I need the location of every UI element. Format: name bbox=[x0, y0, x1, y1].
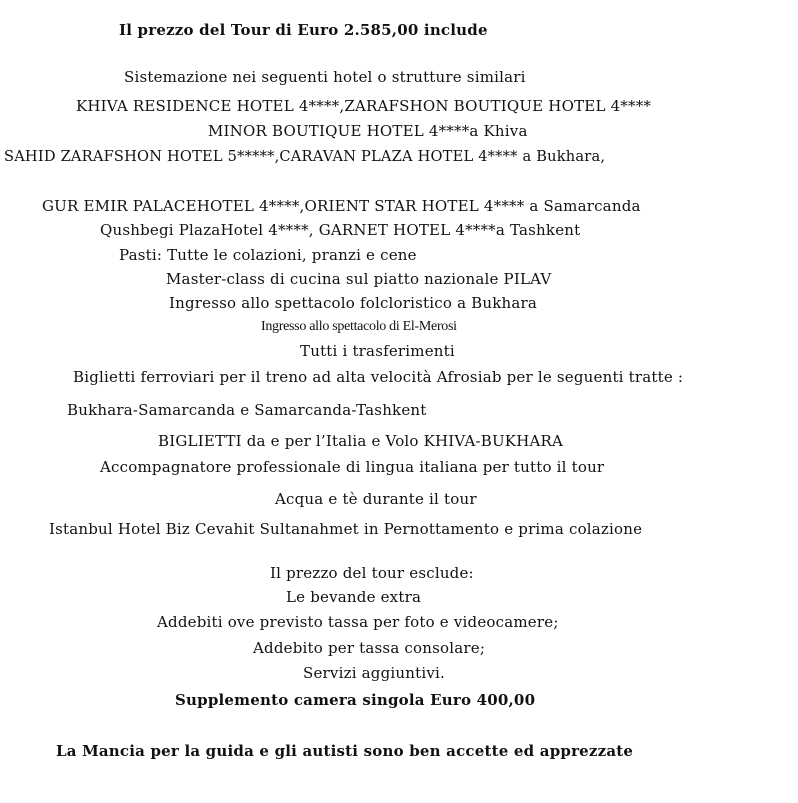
exclude-extra-services: Servizi aggiuntivi. bbox=[303, 664, 445, 682]
excludes-heading: Il prezzo del tour esclude: bbox=[270, 564, 474, 582]
hotel-line-4: GUR EMIR PALACEHOTEL 4****,ORIENT STAR HOTEL 4**** a Samarcanda bbox=[42, 197, 641, 215]
guide-line: Accompagnatore professionale di lingua italiana per tutto il tour bbox=[100, 458, 605, 476]
tips-note: La Mancia per la guida e gli autisti sono ben accette ed apprezzate bbox=[56, 742, 634, 760]
istanbul-hotel-line: Istanbul Hotel Biz Cevahit Sultanahmet in Pernottamento e prima colazione bbox=[49, 520, 643, 538]
exclude-photo-fees: Addebiti ove previsto tassa per foto e videocamere; bbox=[157, 613, 559, 631]
hotel-line-3: SAHID ZARAFSHON HOTEL 5*****,CARAVAN PLAZA HOTEL 4**** a Bukhara, bbox=[4, 148, 606, 165]
hotel-line-2: MINOR BOUTIQUE HOTEL 4****a Khiva bbox=[208, 122, 528, 140]
meals-line: Pasti: Tutte le colazioni, pranzi e cene bbox=[119, 246, 417, 264]
flights-line: BIGLIETTI da e per l’Italia e Volo KHIVA-BUKHARA bbox=[158, 432, 564, 450]
hotel-line-5: Qushbegi PlazaHotel 4****, GARNET HOTEL 4****a Tashkent bbox=[100, 221, 581, 239]
folk-show-line: Ingresso allo spettacolo folcloristico a Bukhara bbox=[169, 294, 538, 312]
transfers-line: Tutti i trasferimenti bbox=[300, 342, 455, 360]
train-routes-line: Bukhara-Samarcanda e Samarcanda-Tashkent bbox=[67, 401, 427, 419]
single-room-supplement: Supplemento camera singola Euro 400,00 bbox=[175, 691, 536, 709]
merosi-show-line: Ingresso allo spettacolo di El-Merosi bbox=[261, 319, 457, 334]
train-tickets-line: Biglietti ferroviari per il treno ad alta velocità Afrosiab per le seguenti tratte : bbox=[73, 368, 684, 386]
hotel-line-1: KHIVA RESIDENCE HOTEL 4****,ZARAFSHON BOUTIQUE HOTEL 4**** bbox=[76, 97, 652, 115]
cooking-class-line: Master-class di cucina sul piatto nazionale PILAV bbox=[166, 270, 552, 288]
water-tea-line: Acqua e tè durante il tour bbox=[275, 490, 477, 508]
hotels-intro: Sistemazione nei seguenti hotel o strutture similari bbox=[124, 68, 526, 86]
exclude-drinks: Le bevande extra bbox=[286, 588, 422, 606]
price-heading: Il prezzo del Tour di Euro 2.585,00 include bbox=[119, 21, 488, 39]
exclude-consular-fee: Addebito per tassa consolare; bbox=[253, 639, 486, 657]
